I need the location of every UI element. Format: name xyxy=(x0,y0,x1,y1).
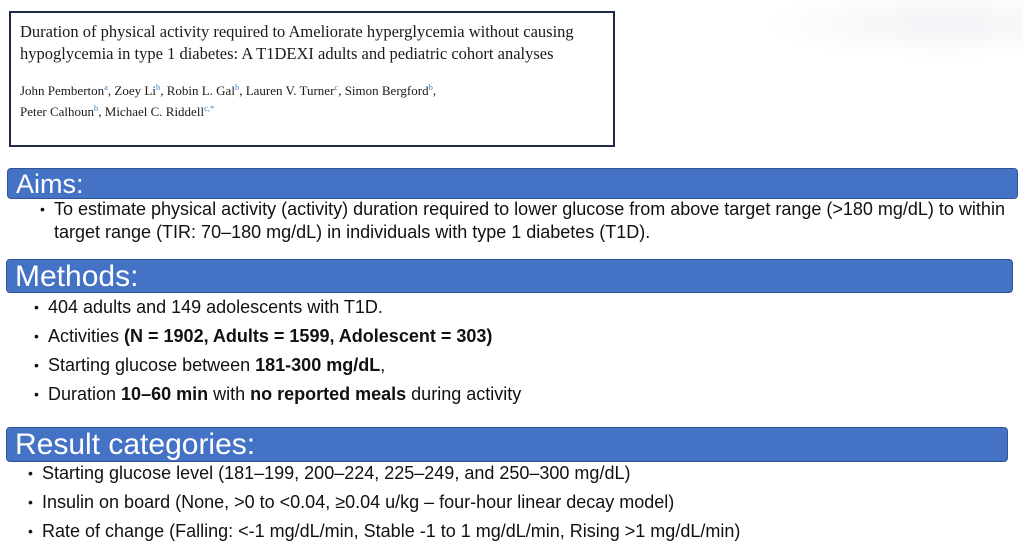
bullet-icon: • xyxy=(34,357,39,373)
bullet-icon: • xyxy=(28,494,33,510)
methods-heading: Methods: xyxy=(6,259,1013,293)
list-item: • Rate of change (Falling: <-1 mg/dL/min, Stable -1 to 1 mg/dL/min, Rising >1 mg/dL/min) xyxy=(28,517,740,546)
bullet-icon: • xyxy=(34,386,39,402)
bullet-icon: • xyxy=(40,201,45,217)
author-list: John Pemberton$^a$, Zoey Li$^b$, Robin L. Gal$^b$, Lauren V. Turner$^c$, Simon Bergford$^b$, Peter Calhoun$^b$, Michael C. Riddell$^{c,*}$ xyxy=(20,82,437,119)
decorative-glow xyxy=(760,0,1023,60)
list-item: • Starting glucose between 181-300 mg/dL, xyxy=(34,351,521,380)
paper-title: Duration of physical activity required to Ameliorate hyperglycemia without causing hypoglycemia in type 1 diabetes: A T1DEXI adults and pediatric cohort analyses xyxy=(20,22,574,63)
bullet-icon: • xyxy=(28,465,33,481)
bullet-icon: • xyxy=(28,523,33,539)
results-list xyxy=(28,459,740,546)
list-item: • Insulin on board (None, >0 to <0.04, ≥0.04 u/kg – four-hour linear decay model) xyxy=(28,488,740,517)
aims-heading: Aims: xyxy=(7,168,1018,199)
list-item: • Duration 10–60 min with no reported meals during activity xyxy=(34,380,521,409)
list-item: • Activities (N = 1902, Adults = 1599, Adolescent = 303) xyxy=(34,322,521,351)
author: Peter Calhoun$^b$ xyxy=(20,102,99,119)
author: Simon Bergford$^b$ xyxy=(344,82,433,98)
results-heading: Result categories: xyxy=(6,427,1008,462)
bullet-icon: • xyxy=(34,299,39,315)
author: Zoey Li$^b$ xyxy=(114,82,161,98)
author: Michael C. Riddell$^{c,*}$ xyxy=(104,102,215,119)
list-item: • 404 adults and 149 adolescents with T1D. xyxy=(34,293,521,322)
author: Robin L. Gal$^b$ xyxy=(166,82,240,98)
aims-list xyxy=(40,198,1023,244)
paper-citation-box xyxy=(9,11,615,147)
bullet-icon: • xyxy=(34,328,39,344)
author: John Pemberton$^a$ xyxy=(20,82,108,98)
list-item: • To estimate physical activity (activity) duration required to lower glucose from above target range (>180 mg/dL) to within target range (TIR: 70–180 mg/dL) in individuals with type 1 diabetes (T1D). xyxy=(40,199,1005,242)
author: Lauren V. Turner$^c$ xyxy=(245,82,339,98)
methods-list xyxy=(34,293,521,409)
list-item: • Starting glucose level (181–199, 200–224, 225–249, and 250–300 mg/dL) xyxy=(28,459,740,488)
